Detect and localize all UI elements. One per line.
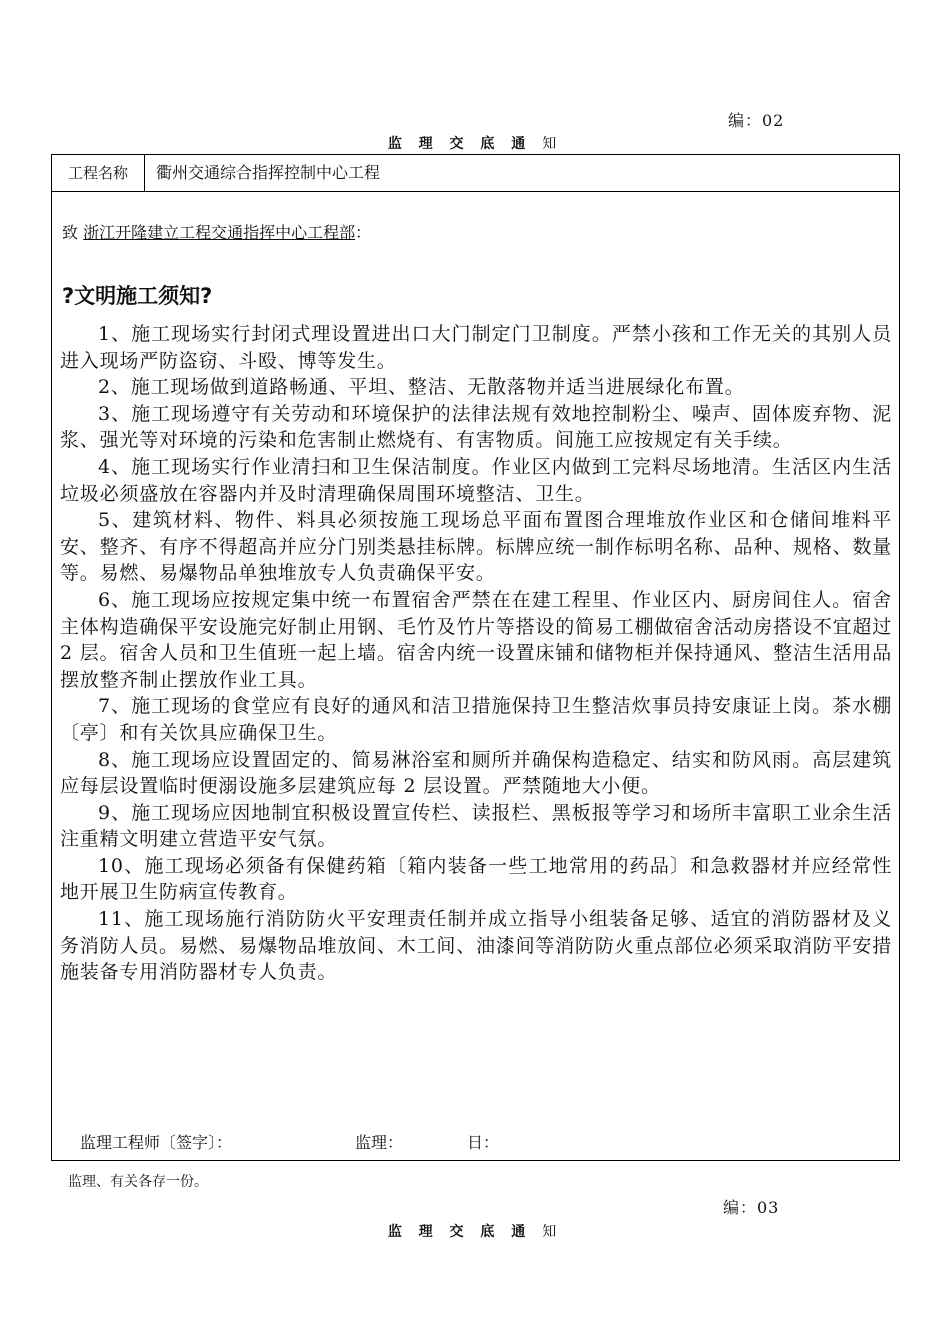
next-document-title-main: 监 理 交 底 通: [387, 1224, 532, 1240]
clause-item: 10、施工现场必须备有保健药箱〔箱内装备一些工地常用的药品〕和急救器材并应经常性地开展卫生防病宣传教育。: [60, 854, 892, 904]
next-document-title: [0, 1221, 950, 1241]
supervisor-label: 监理：: [355, 1133, 404, 1152]
project-name-value: 衢州交通综合指挥控制中心工程: [156, 163, 381, 182]
clause-item: 4、施工现场实行作业清扫和卫生保洁制度。作业区内做到工完料尽场地清。生活区内生活垃圾必须盛放在容器内并及时清理确保周围环境整洁、卫生。: [60, 455, 892, 505]
document-title-main: 监 理 交 底 通: [387, 136, 532, 152]
clause-item: 2、施工现场做到道路畅通、平坦、整洁、无散落物并适当进展绿化布置。: [98, 376, 745, 399]
project-name-label: 工程名称: [52, 155, 145, 191]
clause-item: 11、施工现场施行消防防火平安理责任制并成立指导小组装备足够、适宜的消防器材及义务消防人员。易燃、易爆物品堆放间、木工间、油漆间等消防防火重点部位必须采取消防平安措施装备专用消防器材专人负责。: [60, 908, 892, 984]
clause-item: 8、施工现场应设置固定的、简易淋浴室和厕所并确保构造稳定、结实和防风雨。高层建筑应每层设置临时便溺设施多层建筑应每 2 层设置。严禁随地大小便。: [60, 748, 892, 798]
clause-item: 1、施工现场实行封闭式理设置进出口大门制定门卫制度。严禁小孩和工作无关的其别人员进入现场严防盗窃、斗殴、博等发生。: [60, 323, 892, 372]
recipient-suffix: ：: [355, 223, 372, 242]
notice-heading: ?文明施工须知?: [62, 284, 213, 308]
project-row: [52, 155, 899, 192]
date-label: 日：: [467, 1133, 500, 1152]
footer-note: 监理、有关各存一份。: [68, 1174, 208, 1190]
engineer-signature-label: 监理工程师〔签字〕：: [80, 1133, 233, 1152]
document-title: [0, 133, 950, 153]
clause-item: 5、建筑材料、物件、料具必须按施工现场总平面布置图合理堆放作业区和仓储间堆料平安、整齐、有序不得超高并应分门别类悬挂标牌。标牌应统一制作标明名称、品种、规格、数量等。易燃、易爆物品单独堆放专人负责确保平安。: [60, 509, 892, 585]
next-document-code: 编：03: [723, 1198, 780, 1217]
next-document-title-tail: 知: [542, 1224, 563, 1240]
recipient-org: 浙江开隆建立工程交通指挥中心工程部: [83, 223, 356, 242]
clause-item: 7、施工现场的食堂应有良好的通风和洁卫措施保持卫生整洁炊事员持安康证上岗。茶水棚〔亭〕和有关饮具应确保卫生。: [60, 695, 892, 744]
document-title-tail: 知: [542, 136, 563, 152]
signature-row: [80, 1130, 499, 1153]
recipient-line: [62, 220, 371, 243]
clause-list: [60, 321, 892, 986]
notice-form: [51, 154, 900, 1161]
clause-item: 3、施工现场遵守有关劳动和环境保护的法律法规有效地控制粉尘、噪声、固体废弃物、泥浆、强光等对环境的污染和危害制止燃烧有、有害物质。间施工应按规定有关手续。: [60, 402, 892, 452]
clause-item: 9、施工现场应因地制宜积极设置宣传栏、读报栏、黑板报等学习和场所丰富职工业余生活注重精文明建立营造平安气氛。: [60, 801, 892, 851]
recipient-prefix: 致: [62, 223, 79, 242]
document-code: 编：02: [728, 111, 785, 130]
clause-item: 6、施工现场应按规定集中统一布置宿舍严禁在在建工程里、作业区内、厨房间住人。宿舍主体构造确保平安设施完好制止用钢、毛竹及竹片等搭设的简易工棚做宿舍活动房搭设不宜超过 2 层。宿舍人员和卫生值班一起上墙。宿舍内统一设置床铺和储物柜并保持通风、整洁生活用品摆放整齐制止摆放作业工具。: [60, 588, 892, 691]
